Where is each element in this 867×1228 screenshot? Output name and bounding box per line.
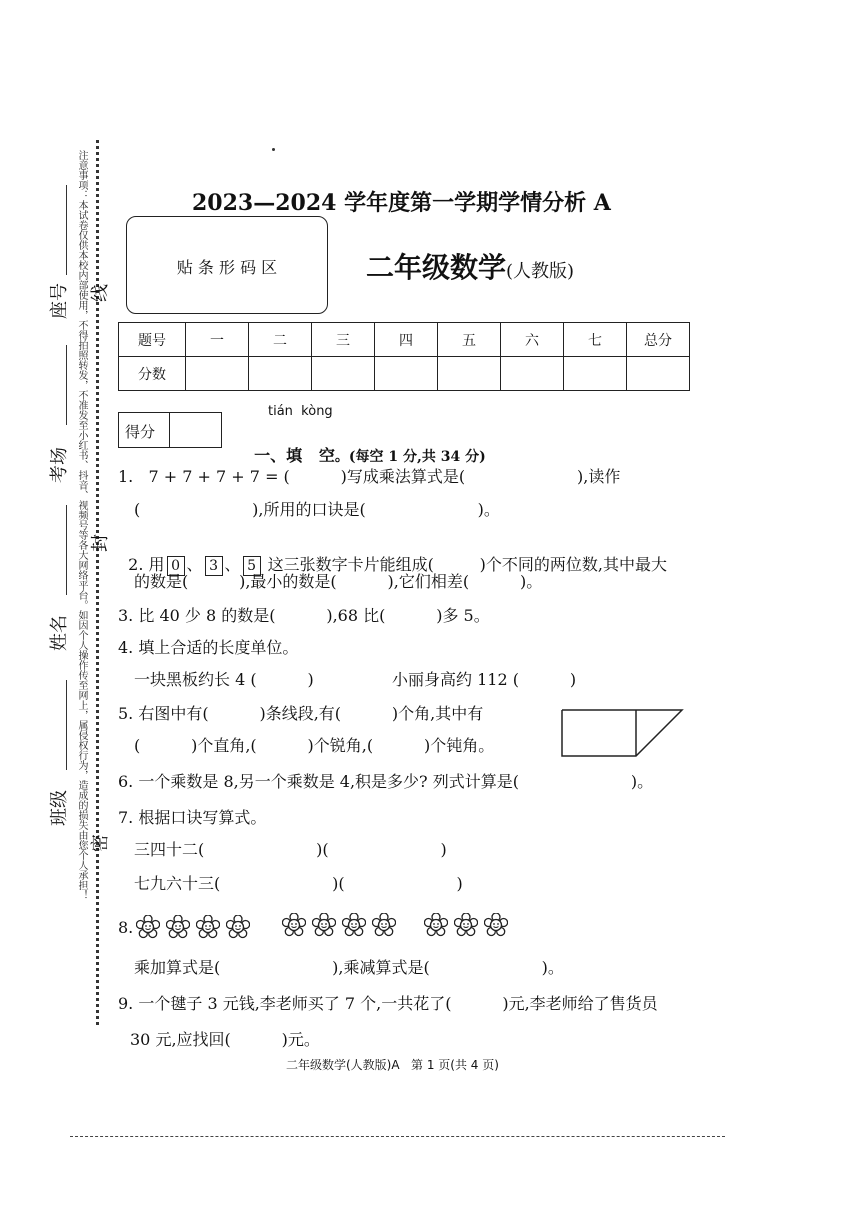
- room-label: 考场: [49, 447, 70, 483]
- defen-label: 得分: [125, 423, 156, 441]
- name-line: [66, 505, 68, 595]
- score-header-cell: 五: [438, 323, 501, 357]
- question-9-line1: 9. 一个毽子 3 元钱,李老师买了 7 个,一共花了( )元,李老师给了售货员: [118, 994, 658, 1013]
- flower-icon: [136, 915, 160, 939]
- question-1-line1: 1. 7 + 7 + 7 + 7 = ( )写成乘法算式是( ),读作: [118, 467, 621, 486]
- question-5-line1: 5. 右图中有( )条线段,有( )个角,其中有: [118, 704, 484, 723]
- flower-icon: [454, 913, 478, 937]
- q5-figure-shape: [562, 710, 682, 756]
- question-7a: 三四十二( )( ): [134, 840, 447, 859]
- barcode-label: 贴 条 形 码 区: [176, 258, 278, 277]
- xian-mark: 线: [90, 284, 111, 302]
- digit-card: 0: [167, 556, 185, 576]
- barcode-area: [126, 216, 328, 314]
- question-2-line1: 2. 用 0 、 3 、 5 这三张数字卡片能组成( )个不同的两位数,其中最大: [128, 555, 668, 574]
- flower-icon: [484, 913, 508, 937]
- subject-title: [366, 246, 574, 286]
- digit-card: 5: [243, 556, 261, 576]
- q5-figure: [558, 705, 688, 761]
- flower-icon: [342, 913, 366, 937]
- score-table-row: [119, 357, 690, 391]
- score-cell[interactable]: [186, 357, 249, 391]
- question-2-prefix: 2. 用: [128, 555, 165, 574]
- seat-label: 座号: [49, 283, 70, 319]
- class-line: [66, 680, 68, 770]
- top-mark: [272, 148, 275, 151]
- score-cell[interactable]: [375, 357, 438, 391]
- question-9-line2: 30 元,应找回( )元。: [130, 1030, 320, 1049]
- exam-title: 2023—2024 学年度第一学期学情分析 A: [192, 190, 611, 216]
- score-header-cell: 题号: [119, 323, 186, 357]
- section1-title: 一、填 空: [254, 446, 335, 465]
- digit-card: 3: [205, 556, 223, 576]
- flower-icon: [282, 913, 306, 937]
- question-4a: 一块黑板约长 4 ( ): [134, 670, 314, 689]
- question-1-line2: ( ),所用的口诀是( )。: [134, 500, 500, 519]
- question-8-number: 8.: [118, 918, 134, 937]
- section1-note: 。(每空 1 分,共 34 分): [334, 449, 486, 465]
- room-line: [66, 345, 68, 425]
- flower-icon: [226, 915, 250, 939]
- question-5-line2: ( )个直角,( )个锐角,( )个钝角。: [134, 736, 495, 755]
- binding-dotted-line: [96, 140, 99, 1025]
- score-header-cell: 六: [501, 323, 564, 357]
- score-header-cell: 三: [312, 323, 375, 357]
- name-label: 姓名: [49, 615, 70, 651]
- page-footer: 二年级数学(人教版)A 第 1 页(共 4 页): [286, 1058, 499, 1072]
- seat-line: [66, 185, 68, 275]
- mi-mark: 密: [90, 834, 111, 852]
- question-7: 7. 根据口诀写算式。: [118, 808, 267, 827]
- question-7b: 七九六十三( )( ): [134, 874, 463, 893]
- question-6: 6. 一个乘数是 8,另一个乘数是 4,积是多少? 列式计算是( )。: [118, 772, 654, 791]
- score-table: [118, 322, 690, 391]
- question-2-line2: 的数是( ),最小的数是( ),它们相差( )。: [134, 572, 543, 591]
- flower-icon: [312, 913, 336, 937]
- bottom-rule: [70, 1136, 725, 1137]
- score-cell[interactable]: [312, 357, 375, 391]
- question-3: 3. 比 40 少 8 的数是( ),68 比( )多 5。: [118, 606, 490, 625]
- defen-divider: [169, 413, 170, 447]
- score-header-cell: 七: [564, 323, 627, 357]
- question-8-line2: 乘加算式是( ),乘减算式是( )。: [134, 958, 564, 977]
- flower-icon: [166, 915, 190, 939]
- score-cell[interactable]: [564, 357, 627, 391]
- subject-name: 二年级数学: [366, 251, 507, 284]
- score-cell[interactable]: [501, 357, 564, 391]
- score-header-cell: 总分: [627, 323, 690, 357]
- score-header-cell: 一: [186, 323, 249, 357]
- score-cell[interactable]: [627, 357, 690, 391]
- feng-mark: 封: [90, 534, 111, 552]
- edition-label: (人教版): [506, 261, 575, 282]
- score-header-cell: 二: [249, 323, 312, 357]
- score-table-header: [119, 323, 690, 357]
- score-row-label: 分数: [119, 357, 186, 391]
- score-cell[interactable]: [438, 357, 501, 391]
- section1-pinyin: tián kòng: [268, 404, 333, 419]
- defen-box: [118, 412, 222, 448]
- flower-icon: [196, 915, 220, 939]
- section1-header: [244, 424, 486, 466]
- flower-icon: [424, 913, 448, 937]
- question-2-suffix: 这三张数字卡片能组成( )个不同的两位数,其中最大: [267, 555, 668, 574]
- notice-text: 注意事项：本试卷仅供本校内部使用，不得拍照转发，不准发至小红书、抖音、视频号等各大网络平台。如因个人操作传至网上，属侵权行为，造成的损失由您个人承担！: [76, 150, 87, 900]
- question-4: 4. 填上合适的长度单位。: [118, 638, 299, 657]
- flower-icon: [372, 913, 396, 937]
- score-cell[interactable]: [249, 357, 312, 391]
- score-header-cell: 四: [375, 323, 438, 357]
- question-4b: 小丽身高约 112 ( ): [392, 670, 577, 689]
- class-label: 班级: [49, 790, 70, 826]
